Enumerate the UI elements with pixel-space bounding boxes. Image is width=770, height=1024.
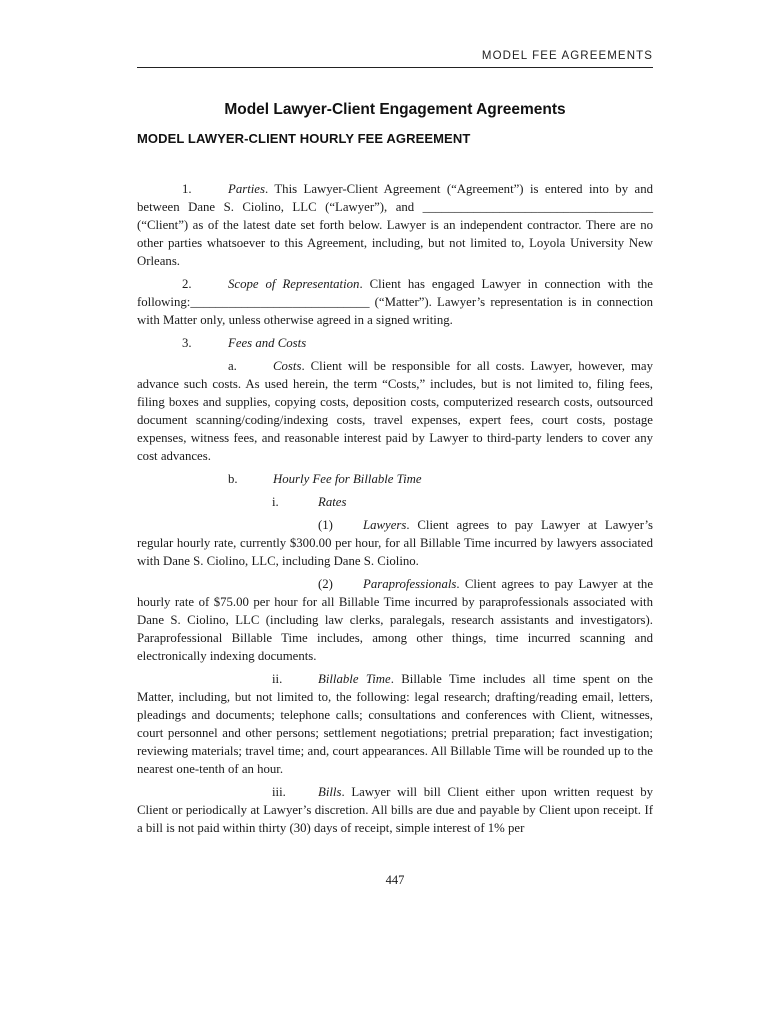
- paragraph-text: . Billable Time includes all time spent on the Matter, including, but not limited to, the following: legal research; drafting/reading email, letters, pleadings and documents; telephone calls; consultations and conferences with Client, witnesses, court personnel and other persons; settlement negotiations; pretrial preparation; fact investigation; reviewing materials; travel time; and, court appearances. All Billable Time will be rounded up to the nearest one-tenth of an hour.: [137, 672, 653, 776]
- section-heading: Lawyers: [363, 518, 407, 532]
- body-text: [137, 180, 653, 842]
- section-number: 1.: [182, 182, 192, 196]
- paragraph-fees-and-costs: [137, 334, 653, 352]
- document-title: Model Lawyer-Client Engagement Agreements: [224, 101, 566, 118]
- section-heading: Bills: [318, 785, 342, 799]
- page-number: 447: [385, 873, 405, 887]
- section-number: 3.: [182, 336, 192, 350]
- section-number: ii.: [272, 672, 283, 686]
- paragraph-hourly-fee: [137, 470, 653, 488]
- paragraph-rates: [137, 493, 653, 511]
- paragraph-text: . Client has engaged Lawyer in connection with the following:____________________________ (“Matter”). Lawyer’s representation is in connection with Matter only, unless otherwise agreed in a signed writing.: [137, 277, 653, 327]
- section-number: a.: [228, 359, 237, 373]
- section-number: i.: [272, 495, 279, 509]
- paragraph-costs: [137, 357, 653, 465]
- paragraph-paraprofessionals: [137, 575, 653, 665]
- header-rule: [137, 67, 653, 68]
- section-number: b.: [228, 472, 238, 486]
- section-heading: Costs: [273, 359, 302, 373]
- paragraph-text: . This Lawyer-Client Agreement (“Agreement”) is entered into by and between Dane S. Ciolino, LLC (“Lawyer”), and ____________________________________ (“Client”) as of the latest date set forth below. Lawyer is an independent contractor. There are no other parties whatsoever to this Agreement, including, but not limited to, Loyola University New Orleans.: [137, 182, 653, 268]
- paragraph-parties: [137, 180, 653, 270]
- section-number: (1): [318, 518, 333, 532]
- paragraph-scope: [137, 275, 653, 329]
- section-heading: Parties: [228, 182, 265, 196]
- section-heading: Fees and Costs: [228, 336, 307, 350]
- paragraph-billable-time: [137, 670, 653, 778]
- paragraph-text: . Client will be responsible for all costs. Lawyer, however, may advance such costs. As used herein, the term “Costs,” includes, but is not limited to, filing fees, filing boxes and supplies, copying costs, deposition costs, computerized research costs, outsourced document scanning/coding/indexing costs, travel expenses, expert fees, court costs, postage expenses, witness fees, and reasonable interest paid by Lawyer to third-party lenders to cover any cost advances.: [137, 359, 653, 463]
- running-head: MODEL FEE AGREEMENTS: [481, 50, 653, 62]
- paragraph-bills: [137, 783, 653, 837]
- paragraph-text: . Client agrees to pay Lawyer at the hourly rate of $75.00 per hour for all Billable Time incurred by paraprofessionals associated with Dane S. Ciolino, LLC (including law clerks, paralegals, research assistants and investigators). Paraprofessional Billable Time includes, among other things, time incurred scanning and electronically indexing documents.: [137, 577, 653, 663]
- paragraph-text: . Lawyer will bill Client either upon written request by Client or periodically at Lawyer’s discretion. All bills are due and payable by Client upon receipt. If a bill is not paid within thirty (30) days of receipt, simple interest of 1% per: [137, 785, 653, 835]
- section-heading: Scope of Representation: [228, 277, 360, 291]
- document-subtitle: MODEL LAWYER-CLIENT HOURLY FEE AGREEMENT: [137, 131, 471, 146]
- section-heading: Paraprofessionals: [363, 577, 457, 591]
- section-number: (2): [318, 577, 333, 591]
- section-heading: Billable Time: [318, 672, 391, 686]
- section-heading: Rates: [318, 495, 347, 509]
- document-page: [137, 0, 653, 1024]
- section-number: iii.: [272, 785, 286, 799]
- paragraph-text: . Client agrees to pay Lawyer at Lawyer’s regular hourly rate, currently $300.00 per hour, for all Billable Time incurred by lawyers associated with Dane S. Ciolino, LLC, including Dane S. Ciolino.: [137, 518, 653, 568]
- section-heading: Hourly Fee for Billable Time: [273, 472, 422, 486]
- section-number: 2.: [182, 277, 192, 291]
- paragraph-lawyers: [137, 516, 653, 570]
